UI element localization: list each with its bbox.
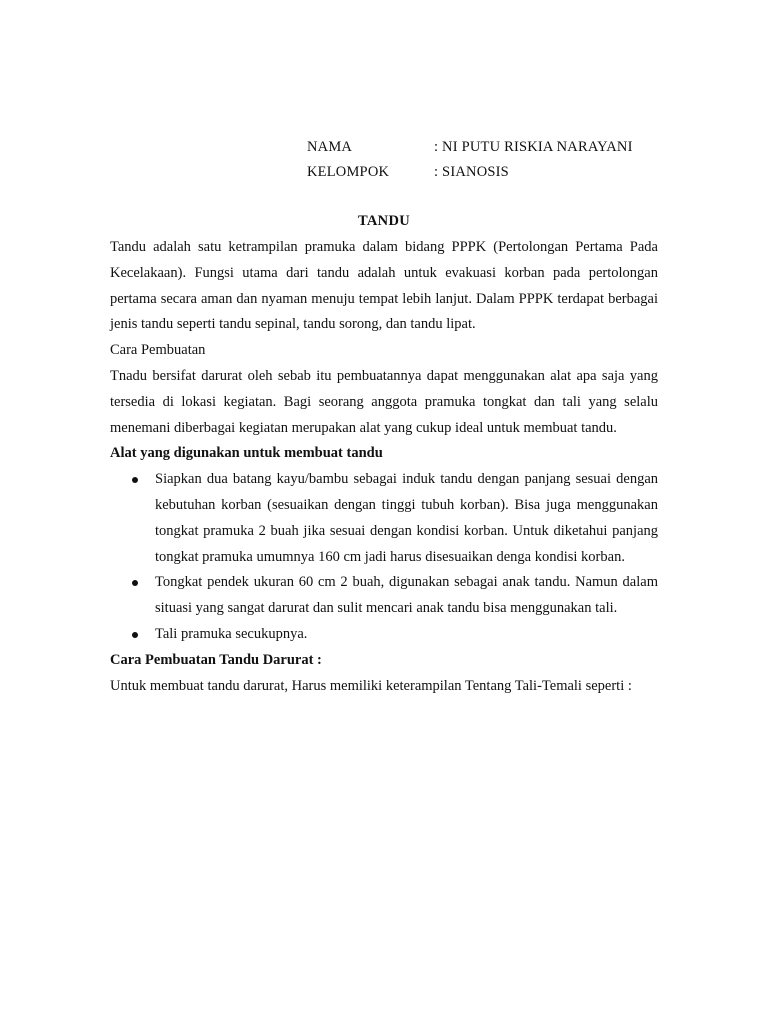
section-heading-cara-pembuatan: Cara Pembuatan — [110, 342, 206, 359]
group-label: KELOMPOK — [307, 164, 390, 180]
student-info — [307, 135, 633, 185]
bullet-icon — [132, 477, 138, 483]
tools-list — [110, 467, 658, 648]
document-body — [110, 207, 658, 699]
list-item-text: Tali pramuka secukupnya. — [155, 625, 308, 642]
document-title: TANDU — [358, 213, 410, 229]
list-item-text: Siapkan dua batang kayu/bambu sebagai induk tandu dengan panjang sesuai dengan kebutuhan korban (sesuaikan dengan tinggi tubuh korban). Bisa juga menggunakan tongkat pramuka 2 buah jika sesuai dengan kondisi korban. Untuk diketahui panjang tongkat pramuka umumnya 160 cm jadi harus disesuaikan denga kondisi korban. — [155, 471, 658, 565]
section-heading-tandu-darurat: Cara Pembuatan Tandu Darurat : — [110, 651, 322, 668]
name-label: NAMA — [307, 139, 353, 155]
bullet-icon — [132, 632, 138, 638]
cara-pembuatan-paragraph: Tnadu bersifat darurat oleh sebab itu pembuatannya dapat menggunakan alat apa saja yang tersedia di lokasi kegiatan. Bagi seorang anggota pramuka tongkat dan tali yang selalu menemani diberbagai kegiatan merupakan alat yang cukup ideal untuk membuat tandu. — [110, 367, 658, 436]
name-value: : NI PUTU RISKIA NARAYANI — [434, 139, 633, 155]
intro-paragraph: Tandu adalah satu ketrampilan pramuka dalam bidang PPPK (Pertolongan Pertama Pada Kecelakaan). Fungsi utama dari tandu adalah untuk evakuasi korban pada pertolongan pertama secara aman dan nyaman menuju tempat lebih lanjut. Dalam PPPK terdapat berbagai jenis tandu seperti tandu sepinal, tandu sorong, dan tandu lipat. — [110, 239, 658, 333]
section-heading-alat: Alat yang digunakan untuk membuat tandu — [110, 445, 383, 462]
list-item — [110, 467, 658, 570]
group-row — [307, 160, 633, 185]
group-value: : SIANOSIS — [434, 164, 509, 180]
name-row — [307, 135, 633, 160]
list-item-text: Tongkat pendek ukuran 60 cm 2 buah, digunakan sebagai anak tandu. Namun dalam situasi yang sangat darurat dan sulit mencari anak tandu bisa menggunakan tali. — [155, 574, 658, 617]
list-item — [110, 570, 658, 622]
tandu-darurat-paragraph: Untuk membuat tandu darurat, Harus memiliki keterampilan Tentang Tali-Temali seperti : — [110, 677, 632, 694]
list-item — [110, 622, 658, 648]
bullet-icon — [132, 580, 138, 586]
